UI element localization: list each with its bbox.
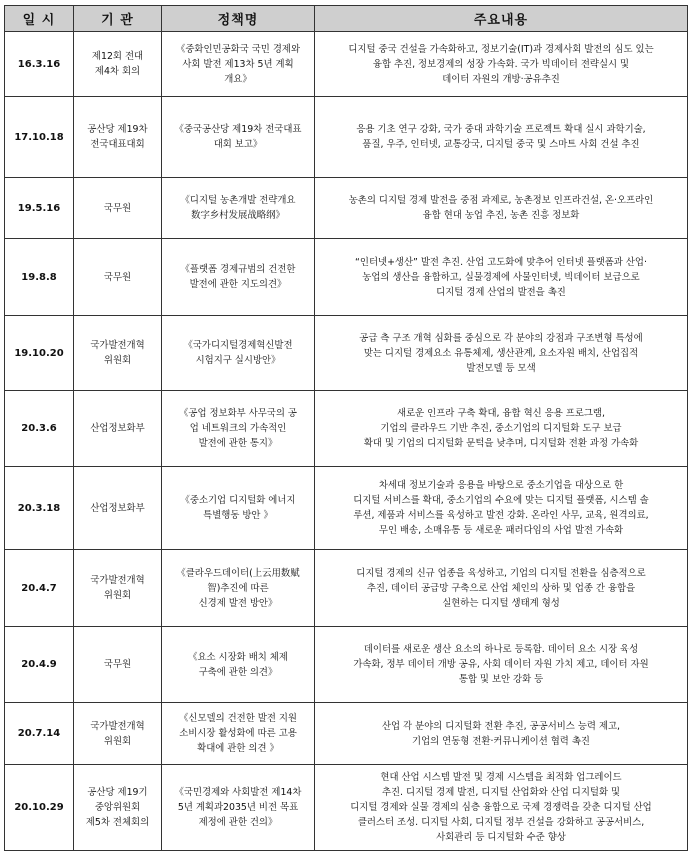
organization-cell: 제12회 전대 제4차 회의 [74, 32, 162, 97]
table-row [5, 765, 688, 851]
date-cell: 20.7.14 [5, 703, 74, 765]
table-row [5, 703, 688, 765]
policy-name-cell: 《국민경제와 사회발전 제14차 5년 계획과2035년 비전 목표 제정에 관한 건의》 [162, 765, 315, 851]
main-content-cell: 디지털 경제의 신규 업종을 육성하고, 기업의 디지털 전환을 심층적으로 추진, 데이터 공급망 구축으로 산업 체인의 상하 및 업종 간 융합을 실현하는 디지털 생태계 형성 [315, 550, 688, 627]
main-content-cell: 농촌의 디지털 경제 발전을 중점 과제로, 농촌정보 인프라건설, 온·오프라인 융합 현대 농업 추진, 농촌 진흥 정보화 [315, 178, 688, 239]
policy-name-cell: 《중국공산당 제19차 전국대표 대회 보고》 [162, 97, 315, 178]
organization-cell: 국가발전개혁 위원회 [74, 550, 162, 627]
organization-cell: 국무원 [74, 239, 162, 316]
policy-name-cell: 《국가디지털경제혁신발전 시험지구 실시방안》 [162, 316, 315, 391]
organization-cell: 공산당 제19차 전국대표대회 [74, 97, 162, 178]
date-cell: 19.10.20 [5, 316, 74, 391]
main-content-cell: 공급 측 구조 개혁 심화를 중심으로 각 분야의 강점과 구조변형 특성에 맞는 디지털 경제요소 유통체제, 생산관계, 요소자원 배치, 산업집적 발전모델 등 모색 [315, 316, 688, 391]
table-row [5, 550, 688, 627]
table-row [5, 391, 688, 467]
table-row [5, 32, 688, 97]
table-row [5, 239, 688, 316]
policy-name-cell: 《요소 시장화 배치 체제 구축에 관한 의견》 [162, 627, 315, 703]
main-content-cell: 산업 각 분야의 디지털화 전환 추진, 공공서비스 능력 제고, 기업의 연동형 전환·커뮤니케이션 협력 촉진 [315, 703, 688, 765]
policy-name-cell: 《디지털 농촌개발 전략개요 数字乡村发展战略纲》 [162, 178, 315, 239]
main-content-cell: “인터넷+생산” 발전 추진. 산업 고도화에 맞추어 인터넷 플랫폼과 산업· 농업의 생산을 융합하고, 실물경제에 사물인터넷, 빅데이터 보급으로 디지털 경제 산업의 발전을 촉진 [315, 239, 688, 316]
policy-table [4, 5, 688, 851]
date-cell: 16.3.16 [5, 32, 74, 97]
main-content-cell: 응용 기초 연구 강화, 국가 중대 과학기술 프로젝트 확대 실시 과학기술, 품질, 우주, 인터넷, 교통강국, 디지털 중국 및 스마트 사회 건설 추진 [315, 97, 688, 178]
policy-name-cell: 《플랫폼 경제규범의 건전한 발전에 관한 지도의견》 [162, 239, 315, 316]
policy-name-cell: 《공업 정보화부 사무국의 공 업 네트워크의 가속적인 발전에 관한 통지》 [162, 391, 315, 467]
table-body [5, 32, 688, 851]
date-cell: 20.4.9 [5, 627, 74, 703]
date-cell: 17.10.18 [5, 97, 74, 178]
organization-cell: 산업정보화부 [74, 391, 162, 467]
date-cell: 19.5.16 [5, 178, 74, 239]
policy-name-cell: 《중소기업 디지털화 에너지 특별행동 방안 》 [162, 467, 315, 550]
date-cell: 20.3.18 [5, 467, 74, 550]
organization-cell: 국무원 [74, 178, 162, 239]
main-content-cell: 새로운 인프라 구축 확대, 융합 혁신 응용 프로그램, 기업의 클라우드 기반 추진, 중소기업의 디지털화 도구 보급 확대 및 기업의 디지털화 문턱을 낮추며, 디지털화 전환 과정 가속화 [315, 391, 688, 467]
main-content-cell: 차세대 정보기술과 응용을 바탕으로 중소기업을 대상으로 한 디지털 서비스를 확대, 중소기업의 수요에 맞는 디지털 플랫폼, 시스템 솔 루션, 제품과 서비스를 육성하고 발전 강화. 온라인 사무, 교육, 원격의료, 무인 배송, 소매유통 등 새로운 패러다임의 사업 발전 가속화 [315, 467, 688, 550]
header-policy-name: 정책명 [162, 6, 315, 32]
header-date: 일 시 [5, 6, 74, 32]
organization-cell: 국가발전개혁 위원회 [74, 703, 162, 765]
date-cell: 20.4.7 [5, 550, 74, 627]
policy-name-cell: 《신모델의 건전한 발전 지원 소비시장 활성화에 따른 고용 확대에 관한 의견 》 [162, 703, 315, 765]
main-content-cell: 디지털 중국 건설을 가속화하고, 정보기술(IT)과 경제사회 발전의 심도 있는 융합 추진, 정보경제의 성장 가속화. 국가 빅데이터 전략실시 및 데이터 자원의 개방·공유추진 [315, 32, 688, 97]
table-row [5, 627, 688, 703]
date-cell: 19.8.8 [5, 239, 74, 316]
policy-name-cell: 《중화인민공화국 국민 경제와 사회 발전 제13차 5년 계획 개요》 [162, 32, 315, 97]
table-row [5, 467, 688, 550]
organization-cell: 국무원 [74, 627, 162, 703]
organization-cell: 공산당 제19기 중앙위원회 제5차 전체회의 [74, 765, 162, 851]
policy-table-container [4, 5, 687, 851]
header-organization: 기 관 [74, 6, 162, 32]
table-row [5, 97, 688, 178]
date-cell: 20.10.29 [5, 765, 74, 851]
date-cell: 20.3.6 [5, 391, 74, 467]
organization-cell: 국가발전개혁 위원회 [74, 316, 162, 391]
main-content-cell: 현대 산업 시스템 발전 및 경제 시스템을 최적화 업그레이드 추진. 디지털 경제 발전, 디지털 산업화와 산업 디지털화 및 디지털 경제와 실물 경제의 심층 융합으로 국제 경쟁력을 갖춘 디지털 산업 클러스터 조성. 디지털 사회, 디지털 정부 건설을 강화하고 공공서비스, 사회관리 등 디지털화 수준 향상 [315, 765, 688, 851]
table-row [5, 178, 688, 239]
header-main-content: 주요내용 [315, 6, 688, 32]
table-header-row [5, 6, 688, 32]
policy-name-cell: 《클라우드데이터(上云用数赋 智)추진에 따른 신경제 발전 방안》 [162, 550, 315, 627]
table-row [5, 316, 688, 391]
main-content-cell: 데이터를 새로운 생산 요소의 하나로 등록함. 데이터 요소 시장 육성 가속화, 정부 데이터 개방 공유, 사회 데이터 자원 가치 제고, 데이터 자원 통합 및 보안 강화 등 [315, 627, 688, 703]
organization-cell: 산업정보화부 [74, 467, 162, 550]
